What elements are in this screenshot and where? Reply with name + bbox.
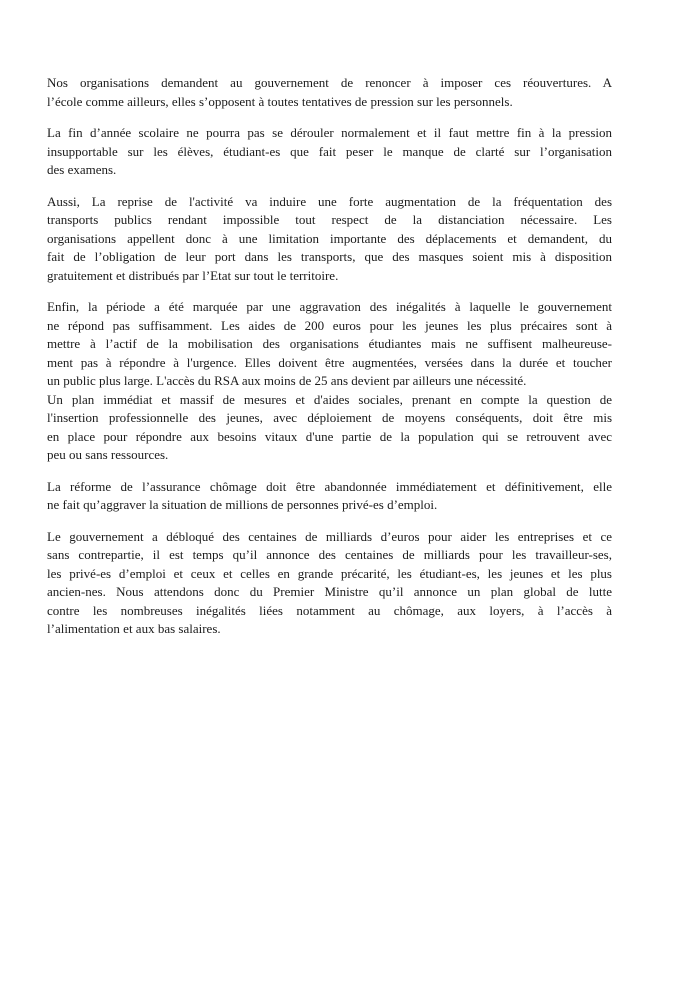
text-line: l’école comme ailleurs, elles s’opposent à toutes tentatives de pression sur les personnels.	[47, 93, 513, 109]
paragraph	[47, 528, 612, 639]
text-line: La réforme de l’assurance chômage doit être abandonnée immédiatement et définitivement, elle	[47, 478, 612, 494]
text-line: des examens.	[47, 162, 117, 177]
paragraph	[47, 391, 612, 465]
text-line: Nos organisations demandent au gouvernement de renoncer à imposer ces réouvertures. A	[47, 75, 612, 90]
text-line: Un plan immédiat et massif de mesures et d'aides sociales, prenant en compte la question de	[47, 391, 612, 407]
text-line: en place pour répondre aux besoins vitaux d'une partie de la population qui se retrouvent avec	[47, 428, 612, 444]
text-line: La fin d’année scolaire ne pourra pas se dérouler normalement et il faut mettre fin à la pression	[47, 125, 612, 140]
text-line: organisations appellent donc à une limitation importante des déplacements et demandent, du	[47, 230, 612, 246]
paragraph	[47, 478, 612, 515]
text-line: fait de l’obligation de leur port dans les transports, que des masques soient mis à disposition	[47, 249, 612, 264]
text-line: l'insertion professionnelle des jeunes, avec déploiement de moyens conséquents, doit être mis	[47, 410, 612, 425]
text-line: insupportable sur les élèves, étudiant-es que fait peser le manque de clarté sur l’organisation	[47, 143, 612, 159]
text-line: transports publics rendant impossible tout respect de la distanciation nécessaire. Les	[47, 212, 612, 227]
text-line: un public plus large. L'accès du RSA aux moins de 25 ans devient par ailleurs une nécessité.	[47, 373, 527, 388]
text-line: peu ou sans ressources.	[47, 447, 169, 462]
text-line: sans contrepartie, il est temps qu’il annonce des centaines de milliards pour les travailleur-ses,	[47, 547, 612, 562]
paragraph	[47, 74, 612, 111]
text-line: Le gouvernement a débloqué des centaines de milliards d’euros pour aider les entreprises et ce	[47, 528, 612, 544]
text-line: mettre à l’actif de la mobilisation des organisations étudiantes mais ne suffisent malheureuse-	[47, 336, 612, 351]
text-line: contre les nombreuses inégalités liées notamment au chômage, aux loyers, à l’accès à	[47, 602, 612, 618]
text-line: Enfin, la période a été marquée par une aggravation des inégalités à laquelle le gouvernement	[47, 299, 612, 314]
text-line: gratuitement et distribués par l’Etat sur tout le territoire.	[47, 267, 339, 283]
text-line: ment pas à répondre à l'urgence. Elles doivent être augmentées, versées dans la durée et toucher	[47, 354, 612, 370]
text-line: ne répond pas suffisamment. Les aides de 200 euros pour les jeunes les plus précaires sont à	[47, 317, 612, 333]
text-line: ne fait qu’aggraver la situation de millions de personnes privé-es d’emploi.	[47, 497, 438, 512]
text-line: l’alimentation et aux bas salaires.	[47, 621, 221, 636]
text-line: Aussi, La reprise de l'activité va induire une forte augmentation de la fréquentation des	[47, 193, 612, 209]
text-line: les privé-es d’emploi et ceux et celles en grande précarité, les étudiant-es, les jeunes et les plus	[47, 565, 612, 581]
text-line: ancien-nes. Nous attendons donc du Premier Ministre qu’il annonce un plan global de lutte	[47, 584, 612, 599]
paragraph	[47, 298, 612, 391]
paragraph	[47, 193, 612, 286]
paragraph	[47, 124, 612, 180]
